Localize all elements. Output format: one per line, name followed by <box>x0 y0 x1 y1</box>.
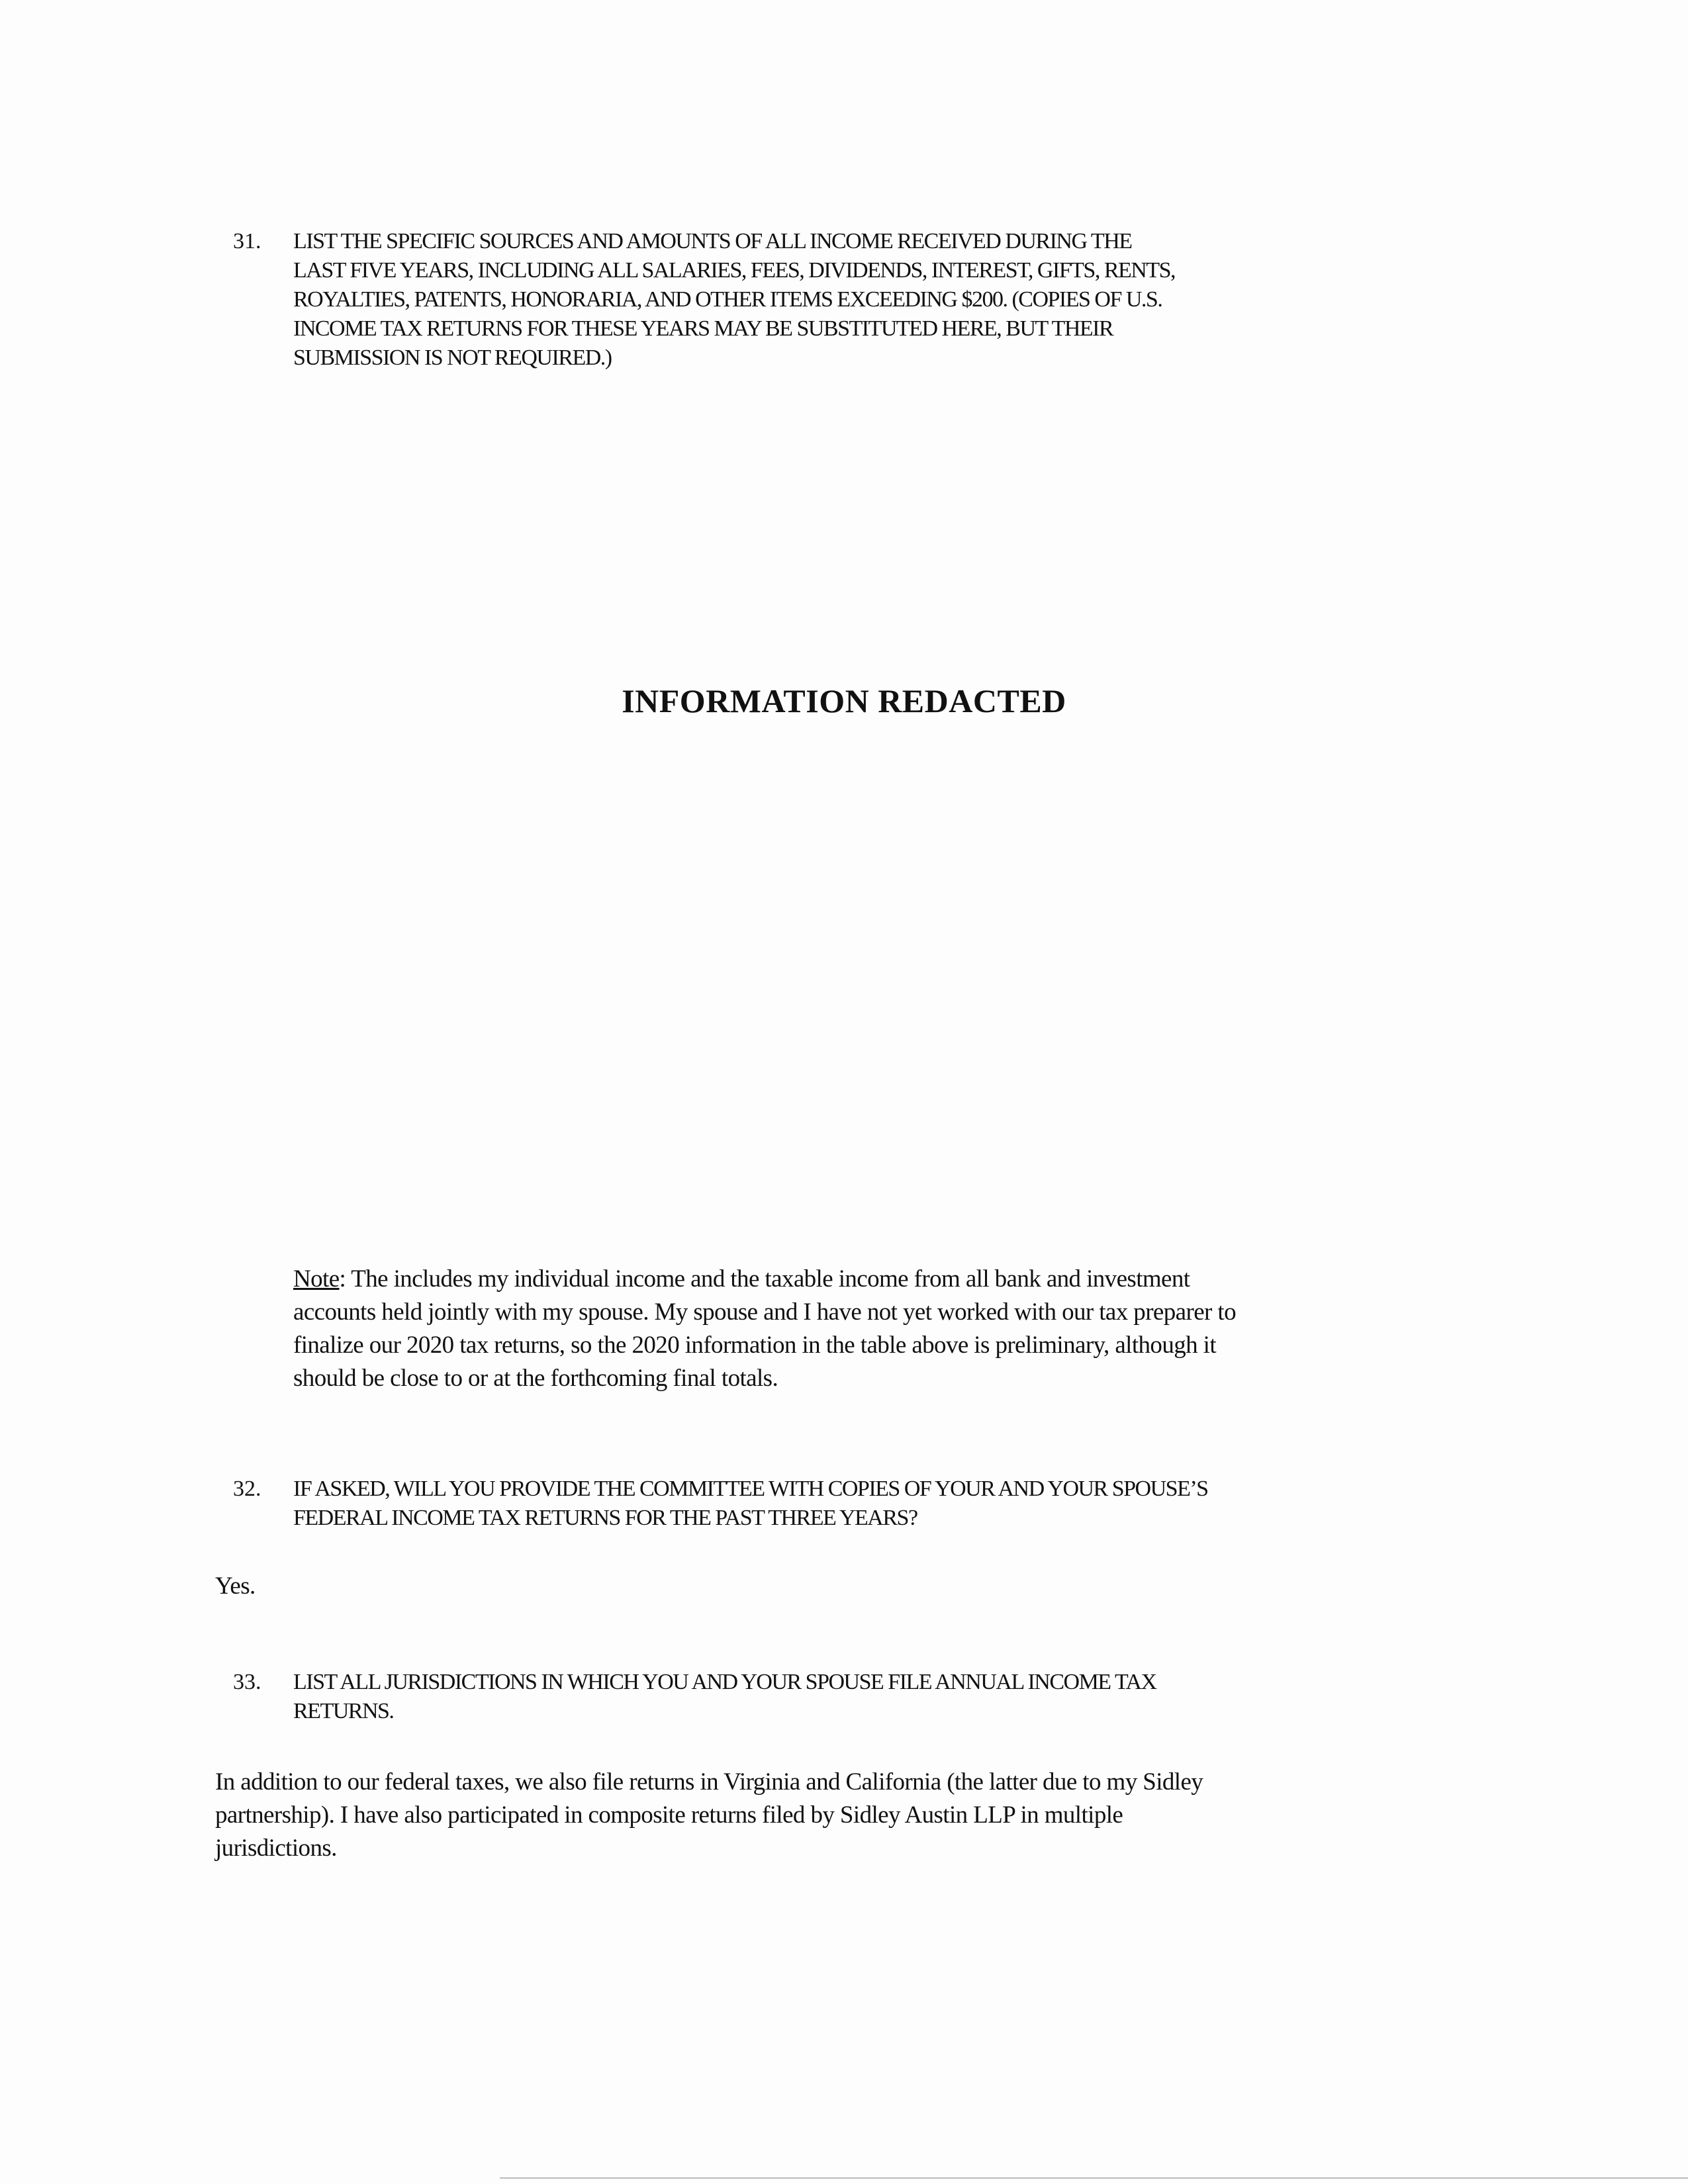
answer-line: jurisdictions. <box>215 1835 337 1862</box>
redaction-notice: INFORMATION REDACTED <box>622 682 1066 719</box>
note-line: accounts held jointly with my spouse. My spouse and I have not yet worked with our tax preparer to <box>293 1298 1236 1326</box>
question-line: ROYALTIES, PATENTS, HONORARIA, AND OTHER ITEMS EXCEEDING $200. (COPIES OF U.S. <box>293 287 1162 312</box>
question-text <box>293 1475 1208 1533</box>
question-line: LIST ALL JURISDICTIONS IN WHICH YOU AND YOUR SPOUSE FILE ANNUAL INCOME TAX <box>293 1670 1156 1694</box>
question-line: LIST THE SPECIFIC SOURCES AND AMOUNTS OF ALL INCOME RECEIVED DURING THE <box>293 229 1132 253</box>
note-label: Note <box>293 1265 340 1293</box>
note-line: : The includes my individual income and the taxable income from all bank and investment <box>339 1265 1190 1293</box>
question-number: 31. <box>233 229 261 253</box>
note-paragraph <box>293 1263 1236 1395</box>
question-line: FEDERAL INCOME TAX RETURNS FOR THE PAST THREE YEARS? <box>293 1506 917 1530</box>
question-text <box>293 227 1175 373</box>
question-line: INCOME TAX RETURNS FOR THESE YEARS MAY BE SUBSTITUTED HERE, BUT THEIR <box>293 316 1113 341</box>
answer-line: partnership). I have also participated in composite returns filed by Sidley Austin LLP in multiple <box>215 1801 1123 1829</box>
note-line: finalize our 2020 tax returns, so the 2020 information in the table above is preliminary, although it <box>293 1332 1217 1359</box>
question-number: 33. <box>233 1670 261 1694</box>
answer-text: Yes. <box>215 1572 256 1600</box>
answer-line: In addition to our federal taxes, we also file returns in Virginia and California (the latter due to my Sidley <box>215 1768 1203 1796</box>
note-line: should be close to or at the forthcoming final totals. <box>293 1365 778 1392</box>
answer-text <box>215 1766 1203 1865</box>
question-line: LAST FIVE YEARS, INCLUDING ALL SALARIES, FEES, DIVIDENDS, INTEREST, GIFTS, RENTS, <box>293 258 1176 283</box>
question-text <box>293 1668 1156 1726</box>
page-bottom-rule <box>500 2177 1688 2179</box>
question-number: 32. <box>233 1477 261 1501</box>
question-line: IF ASKED, WILL YOU PROVIDE THE COMMITTEE WITH COPIES OF YOUR AND YOUR SPOUSE’S <box>293 1477 1208 1501</box>
question-line: RETURNS. <box>293 1699 394 1723</box>
question-line: SUBMISSION IS NOT REQUIRED.) <box>293 345 612 370</box>
